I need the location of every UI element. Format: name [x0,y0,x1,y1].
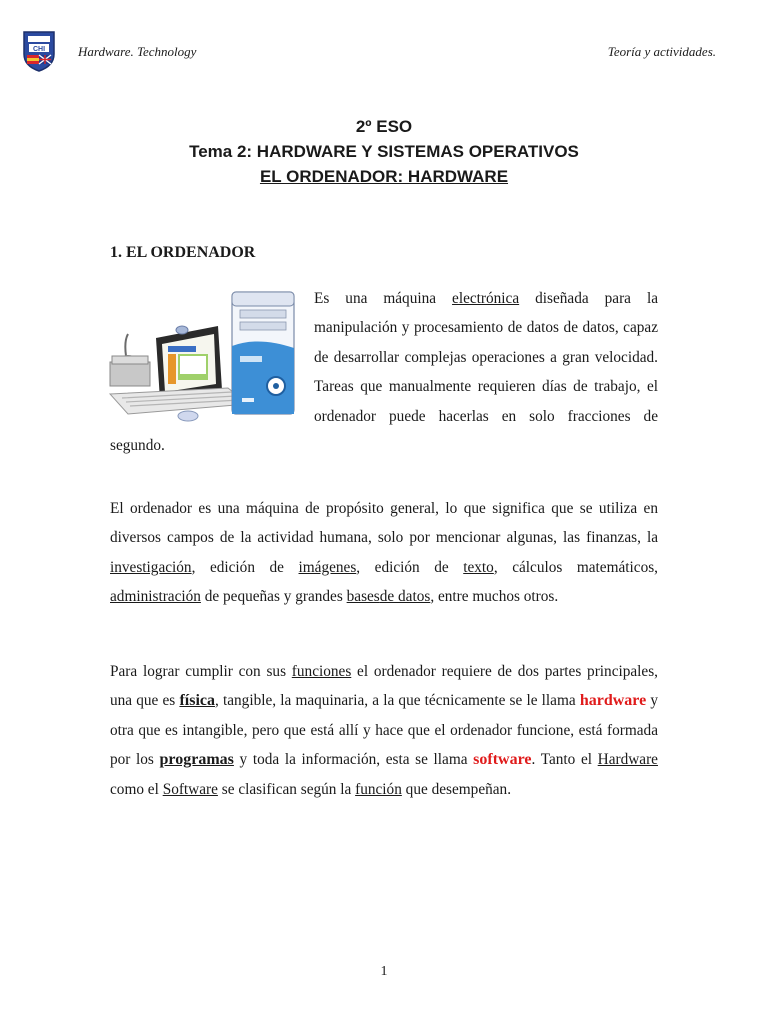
text-run: El ordenador es una máquina de propósito general, lo que significa que se utiliza en diversos campos de la actividad humana, solo por mencionar algunas, las finanzas, la [110,500,658,547]
term-hardware-highlight: hardware [579,692,647,710]
term-fisica: física [179,692,215,710]
term-funciones: funciones [291,663,352,680]
text-run: y toda la información, esta se llama [233,751,474,769]
text-run: . Tanto el [531,751,598,769]
text-run: , cálculos matemáticos, [493,558,658,576]
text-run: y otra que es intangible, pero que está allí y hace que el ordenador funcione, está formada por los [110,692,659,769]
text-run: que desempeñan. [401,780,512,798]
course-title: 2º ESO [355,117,413,136]
document-titles [0,114,768,189]
term-administracion: administración [110,588,201,606]
illustration-space [110,284,314,431]
term-electronica: electrónica [452,290,520,307]
text-run: , edición de [191,558,299,576]
paragraph-intro [110,284,658,460]
term-hardware: Hardware [597,751,658,769]
text-run: de pequeñas y grandes [200,588,347,606]
text-run: , entre muchos otros. [430,588,559,606]
text-run: se clasifican según la [217,780,356,798]
paragraph-uses [110,494,658,612]
logo-text: CHI [32,46,46,53]
text-run: como el [110,780,163,798]
text-run: Para lograr cumplir con sus [110,663,292,680]
text-run: , edición de [356,558,464,576]
topic-title: EL ORDENADOR: HARDWARE [259,167,509,186]
term-imagenes: imágenes [298,558,357,576]
text-run: diseñada para la manipulación y procesamiento de datos de datos, capaz de desarrollar complejas operaciones a gran velocidad. Tareas que manualmente requieren días de trabajo, el ordenador puede hacerlas en solo fracciones de segundo. [110,290,658,455]
term-programas: programas [159,751,234,769]
page-header [22,30,716,76]
text-run: el ordenador requiere de dos partes principales, una que es [110,663,658,710]
term-investigacion: investigación [110,558,192,576]
school-logo [22,30,56,72]
text-run: , tangible, la maquinaria, a la que técnicamente se le llama [214,692,580,710]
term-bases: bases [346,588,380,606]
unit-title: Tema 2: HARDWARE Y SISTEMAS OPERATIVOS [189,142,579,161]
term-texto: texto [463,558,494,576]
page-number: 1 [380,964,388,979]
term-software: Software [162,780,218,798]
text-run: Es una máquina [314,290,453,307]
term-funcion: función [355,780,402,798]
section-heading: 1. EL ORDENADOR [110,244,256,261]
term-software-highlight: software [473,751,532,769]
header-title: Hardware. Technology [78,44,197,59]
header-subtitle: Teoría y actividades. [607,44,716,59]
paragraph-hardware-software [110,657,658,804]
term-de-datos: de datos [379,588,431,606]
